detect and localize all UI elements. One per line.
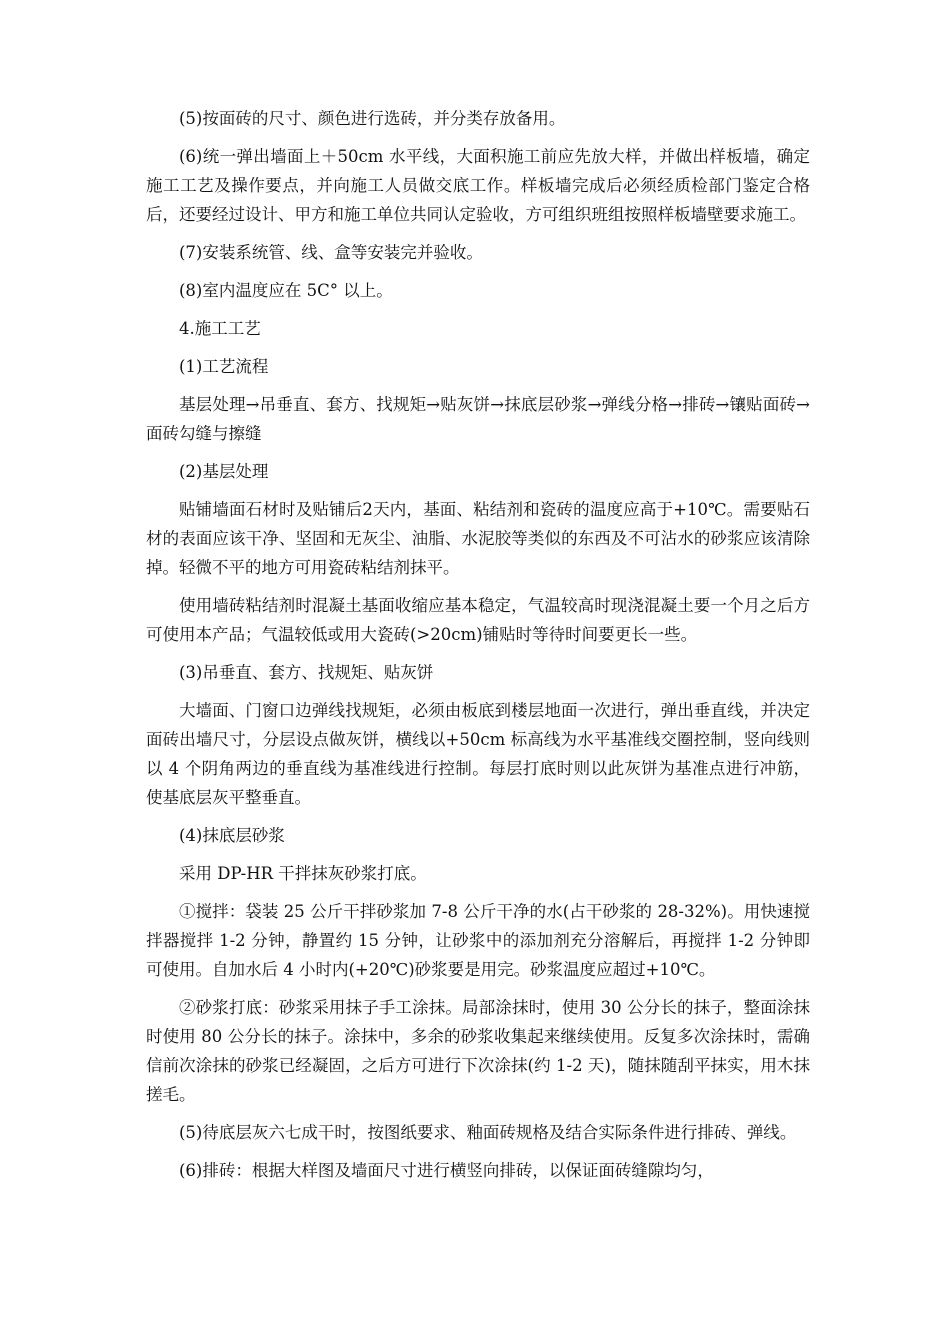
paragraph-select-tiles: (5)按面砖的尺寸、颜色进行选砖，并分类存放备用。 bbox=[179, 109, 566, 128]
paragraph-process-flow: 基层处理→吊垂直、套方、找规矩→贴灰饼→抹底层砂浆→弹线分格→排砖→镶贴面砖→面砖勾缝与擦缝 bbox=[146, 395, 810, 443]
paragraph-base-treatment: 贴铺墙面石材时及贴铺后2天内，基面、粘结剂和瓷砖的温度应高于+10℃。需要贴石材的表面应该干净、坚固和无灰尘、油脂、水泥胶等类似的东西及不可沾水的砂浆应该清除掉。轻微不平的地方可用瓷砖粘结剂抹平。 bbox=[146, 500, 810, 577]
paragraph-adhesive-usage: 使用墙砖粘结剂时混凝土基面收缩应基本稳定，气温较高时现浇混凝土要一个月之后方可使用本产品；气温较低或用大瓷砖(>20cm)铺贴时等待时间要更长一些。 bbox=[146, 596, 810, 644]
subheading-base-mortar: (4)抹底层砂浆 bbox=[179, 826, 285, 845]
paragraph-sample-wall: (6)统一弹出墙面上＋50cm 水平线，大面积施工前应先放大样，并做出样板墙，确定施工工艺及操作要点，并向施工人员做交底工作。样板墙完成后必须经质检部门鉴定合格后，还要经过设计、甲方和施工单位共同认定验收，方可组织班组按照样板墙壁要求施工。 bbox=[146, 147, 810, 224]
paragraph-layout-lines: (5)待底层灰六七成干时，按图纸要求、釉面砖规格及结合实际条件进行排砖、弹线。 bbox=[179, 1123, 797, 1142]
paragraph-plumb-and-square: 大墙面、门窗口边弹线找规矩，必须由板底到楼层地面一次进行，弹出垂直线，并决定面砖出墙尺寸，分层设点做灰饼，横线以+50cm 标高线为水平基准线交圈控制，竖向线则以 4 个阴角两边的垂直线为基准线进行控制。每层打底时则以此灰饼为基准点进行冲筋，使基底层灰平整垂直。 bbox=[146, 701, 810, 807]
subheading-base-treatment: (2)基层处理 bbox=[179, 462, 269, 481]
paragraph-tile-arrangement: (6)排砖：根据大样图及墙面尺寸进行横竖向排砖，以保证面砖缝隙均匀， bbox=[179, 1161, 714, 1180]
paragraph-dry-mortar: 采用 DP-HR 干拌抹灰砂浆打底。 bbox=[179, 864, 427, 883]
paragraph-mortar-base-coat: ②砂浆打底：砂浆采用抹子手工涂抹。局部涂抹时，使用 30 公分长的抹子，整面涂抹时使用 80 公分长的抹子。涂抹中，多余的砂浆收集起来继续使用。反复多次涂抹时，需确信前次涂抹的砂浆已经凝固，之后方可进行下次涂抹(约 1-2 天)，随抹随刮平抹实，用木抹搓毛。 bbox=[146, 998, 810, 1104]
section-heading-construction-process: 4.施工工艺 bbox=[179, 319, 261, 338]
paragraph-install-pipes: (7)安装系统管、线、盒等安装完并验收。 bbox=[179, 243, 483, 262]
subheading-plumb-and-square: (3)吊垂直、套方、找规矩、贴灰饼 bbox=[179, 663, 434, 682]
document-page bbox=[146, 104, 810, 1194]
paragraph-mixing: ①搅拌：袋装 25 公斤干拌砂浆加 7-8 公斤干净的水(占干砂浆的 28-32%)。用快速搅拌器搅拌 1-2 分钟，静置约 15 分钟，让砂浆中的添加剂充分溶解后，再搅拌 1-2 分钟即可使用。自加水后 4 小时内(+20℃)砂浆要是用完。砂浆温度应超过+10℃。 bbox=[146, 902, 810, 979]
paragraph-indoor-temperature: (8)室内温度应在 5C° 以上。 bbox=[179, 281, 393, 300]
subheading-process-flow: (1)工艺流程 bbox=[179, 357, 269, 376]
